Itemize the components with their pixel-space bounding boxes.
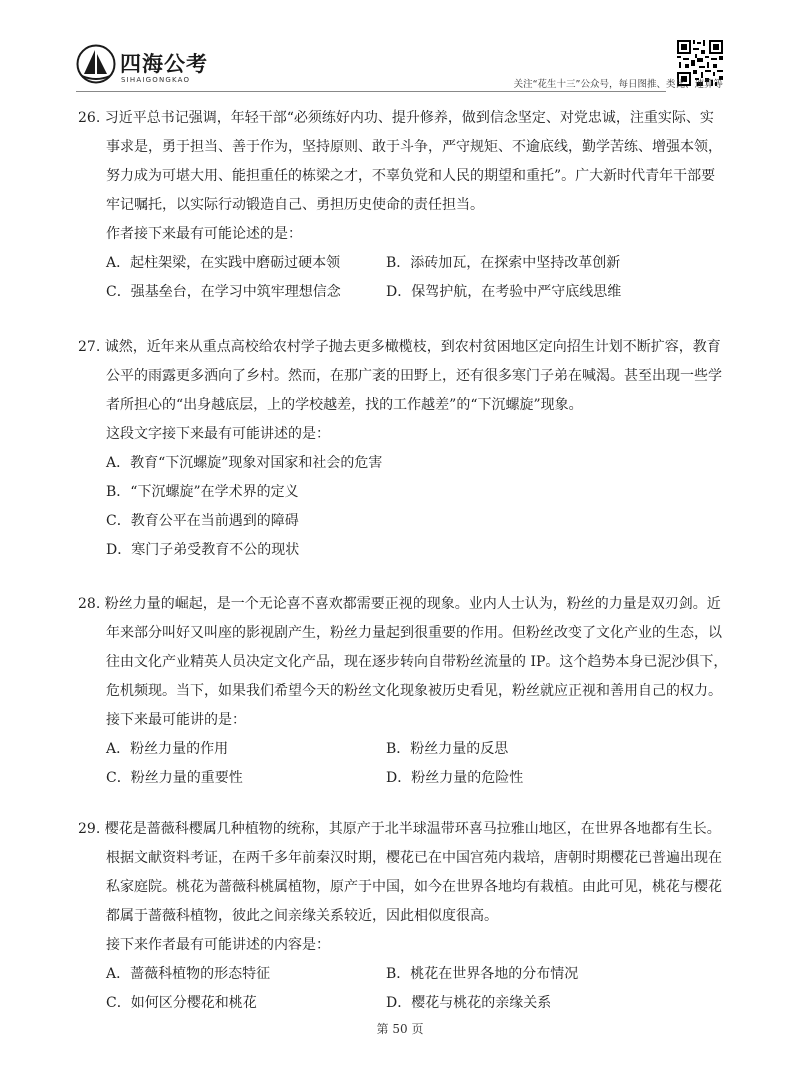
stem-line: 26. 习近平总书记强调，年轻干部“必须练好内功、提升修养，做到信念坚定、对党忠诚，注重实际、实: [78, 110, 714, 126]
question-prompt: 作者接下来最有可能论述的是：: [106, 226, 302, 242]
option-c[interactable]: C．粉丝力量的重要性: [106, 770, 243, 786]
question-prompt: 接下来最可能讲的是：: [106, 712, 246, 728]
brand-name: 四海公考: [120, 52, 208, 76]
question-stem: [78, 104, 728, 220]
brand-pinyin: SIHAIGONGKAO: [121, 76, 191, 84]
option-d[interactable]: D．寒门子弟受教育不公的现状: [106, 542, 300, 558]
question-number: 28.: [78, 596, 101, 612]
option-b[interactable]: B．桃花在世界各地的分布情况: [386, 966, 579, 982]
stem-line: 年来部分叫好又叫座的影视剧产生，粉丝力量起到很重要的作用。但粉丝改变了文化产业的生态，以: [106, 625, 722, 641]
option-b[interactable]: B．“下沉螺旋”在学术界的定义: [106, 484, 299, 500]
question-prompt: 接下来作者最有可能讲述的内容是：: [106, 937, 330, 953]
question-27: [78, 333, 728, 565]
question-29: [78, 815, 728, 1018]
answer-options: [78, 449, 728, 565]
option-a[interactable]: A．粉丝力量的作用: [106, 741, 229, 757]
question-stem: [78, 590, 728, 706]
option-a[interactable]: A．起柱架梁，在实践中磨砺过硬本领: [106, 255, 341, 271]
question-number: 26.: [78, 110, 101, 126]
question-28: [78, 590, 728, 793]
option-d[interactable]: D．保驾护航，在考验中严守底线思维: [386, 284, 622, 300]
option-b[interactable]: B．添砖加瓦，在探索中坚持改革创新: [386, 255, 621, 271]
question-number: 29.: [78, 821, 101, 837]
stem-line: 往由文化产业精英人员决定文化产品，现在逐步转向自带粉丝流量的 IP。这个趋势本身已泥沙俱下，: [106, 654, 728, 670]
option-c[interactable]: C．教育公平在当前遇到的障碍: [106, 513, 299, 529]
option-c[interactable]: C．如何区分樱花和桃花: [106, 995, 257, 1011]
question-stem: [78, 333, 728, 420]
stem-line: 都属于蔷薇科植物，彼此之间亲缘关系较近，因此相似度很高。: [106, 908, 498, 924]
question-stem: [78, 815, 728, 931]
stem-line: 事求是，勇于担当、善于作为，坚持原则、敢于斗争，严守规矩、不逾底线，勤学苦练、增强本领，: [106, 139, 722, 155]
option-a[interactable]: A．教育“下沉螺旋”现象对国家和社会的危害: [106, 455, 383, 471]
page-header: [0, 0, 800, 100]
stem-line: 者所担心的“出身越底层，上的学校越差，找的工作越差”的“下沉螺旋”现象。: [106, 397, 583, 413]
stem-line: 根据文献资料考证，在两千多年前秦汉时期，樱花已在中国宫苑内栽培，唐朝时期樱花已普遍出现在: [106, 850, 722, 866]
brand-logo: [76, 44, 246, 94]
stem-line: 27. 诚然，近年来从重点高校给农村学子抛去更多橄榄枝，到农村贫困地区定向招生计划不断扩容，教育: [78, 339, 721, 355]
header-divider: [76, 91, 666, 92]
stem-line: 牢记嘱托，以实际行动锻造自己、勇担历史使命的责任担当。: [106, 197, 484, 213]
question-26: [78, 104, 728, 307]
option-c[interactable]: C．强基垒台，在学习中筑牢理想信念: [106, 284, 341, 300]
stem-line: 努力成为可堪大用、能担重任的栋梁之才，不辜负党和人民的期望和重托”。广大新时代青年干部要: [106, 168, 716, 184]
stem-line: 29. 樱花是蔷薇科樱属几种植物的统称，其原产于北半球温带环喜马拉雅山地区，在世界各地都有生长。: [78, 821, 721, 837]
answer-options: [78, 735, 728, 793]
option-d[interactable]: D．樱花与桃花的亲缘关系: [386, 995, 552, 1011]
question-prompt: 这段文字接下来最有可能讲述的是：: [106, 426, 330, 442]
page-number: 第 50 页: [376, 1022, 424, 1036]
stem-line: 私家庭院。桃花为蔷薇科桃属植物，原产于中国，如今在世界各地均有栽植。由此可见，桃花与樱花: [106, 879, 722, 895]
option-b[interactable]: B．粉丝力量的反思: [386, 741, 509, 757]
stem-line: 公平的雨露更多洒向了乡村。然而，在那广袤的田野上，还有很多寒门子弟在喊渴。甚至出现一些学: [106, 368, 722, 384]
answer-options: [78, 249, 728, 307]
option-a[interactable]: A．蔷薇科植物的形态特征: [106, 966, 271, 982]
question-number: 27.: [78, 339, 101, 355]
sailboat-logo-icon: [76, 44, 116, 84]
option-d[interactable]: D．粉丝力量的危险性: [386, 770, 524, 786]
stem-line: 28. 粉丝力量的崛起，是一个无论喜不喜欢都需要正视的现象。业内人士认为，粉丝的力量是双刃剑。近: [78, 596, 721, 612]
header-tagline: 关注“花生十三”公众号，每日图推、类比、速算等: [513, 79, 723, 90]
answer-options: [78, 960, 728, 1018]
stem-line: 危机频现。当下，如果我们希望今天的粉丝文化现象被历史看见，粉丝就应正视和善用自己的权力。: [106, 683, 722, 699]
